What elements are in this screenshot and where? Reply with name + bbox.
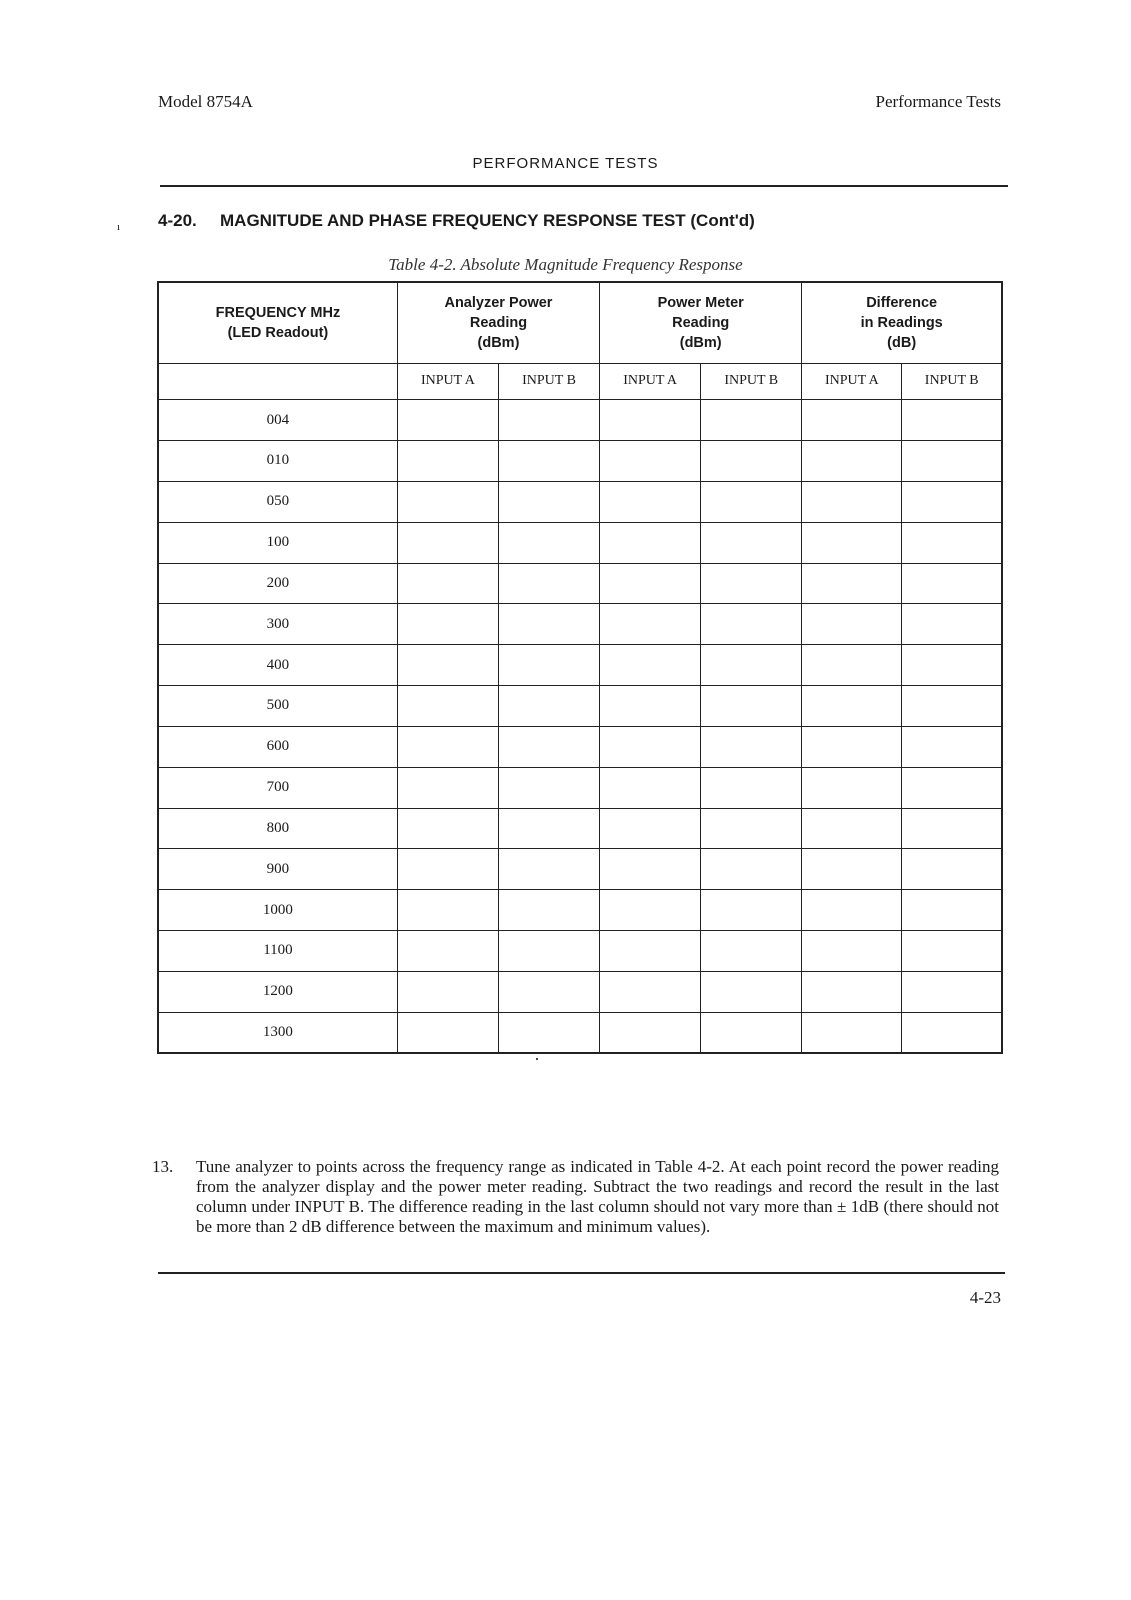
top-divider <box>160 185 1008 187</box>
column-header-line: Power Meter <box>657 294 744 311</box>
reading-cell[interactable] <box>802 726 902 767</box>
frequency-cell: 1300 <box>158 1012 397 1053</box>
table-row <box>158 686 1002 727</box>
reading-cell[interactable] <box>902 1012 1002 1053</box>
reading-cell[interactable] <box>802 645 902 686</box>
frequency-cell: 200 <box>158 563 397 604</box>
reading-cell[interactable] <box>802 890 902 931</box>
reading-cell[interactable] <box>902 604 1002 645</box>
reading-cell[interactable] <box>701 767 802 808</box>
reading-cell[interactable] <box>802 481 902 522</box>
reading-cell[interactable] <box>498 726 599 767</box>
reading-cell[interactable] <box>600 604 701 645</box>
frequency-cell: 050 <box>158 481 397 522</box>
reading-cell[interactable] <box>397 931 498 972</box>
column-header-line: FREQUENCY MHz <box>215 304 341 321</box>
frequency-cell: 400 <box>158 645 397 686</box>
reading-cell[interactable] <box>701 481 802 522</box>
reading-cell[interactable] <box>397 971 498 1012</box>
step-number: 13. <box>152 1157 174 1176</box>
frequency-cell: 1000 <box>158 890 397 931</box>
frequency-cell: 900 <box>158 849 397 890</box>
column-header-line: in Readings <box>860 314 943 331</box>
frequency-cell: 800 <box>158 808 397 849</box>
reading-cell[interactable] <box>802 849 902 890</box>
reading-cell[interactable] <box>498 563 599 604</box>
table-subheader-row <box>158 363 1002 400</box>
subheader-blank <box>158 363 397 400</box>
reading-cell[interactable] <box>600 481 701 522</box>
reading-cell[interactable] <box>701 522 802 563</box>
column-header-line: (dB) <box>887 334 917 351</box>
reading-cell[interactable] <box>397 686 498 727</box>
reading-cell[interactable] <box>498 1012 599 1053</box>
reading-cell[interactable] <box>802 563 902 604</box>
frequency-cell: 600 <box>158 726 397 767</box>
column-header-line: Reading <box>672 314 730 331</box>
reading-cell[interactable] <box>701 808 802 849</box>
reading-cell[interactable] <box>701 726 802 767</box>
reading-cell[interactable] <box>498 808 599 849</box>
reading-cell[interactable] <box>902 645 1002 686</box>
frequency-cell: 500 <box>158 686 397 727</box>
table-row <box>158 604 1002 645</box>
reading-cell[interactable] <box>902 481 1002 522</box>
table-row <box>158 441 1002 482</box>
reading-cell[interactable] <box>902 522 1002 563</box>
reading-cell[interactable] <box>902 767 1002 808</box>
section-heading: PERFORMANCE TESTS <box>472 155 659 172</box>
reading-cell[interactable] <box>498 481 599 522</box>
column-header-analyzer-power <box>397 282 599 363</box>
reading-cell[interactable] <box>397 522 498 563</box>
header-model: Model 8754A <box>158 92 253 111</box>
reading-cell[interactable] <box>397 441 498 482</box>
table-caption: Table 4-2. Absolute Magnitude Frequency Response <box>388 255 743 274</box>
frequency-cell: 700 <box>158 767 397 808</box>
subheader-input-b: INPUT B <box>902 363 1002 400</box>
subsection-heading <box>158 211 755 231</box>
reading-cell[interactable] <box>902 890 1002 931</box>
reading-cell[interactable] <box>498 400 599 441</box>
frequency-cell: 004 <box>158 400 397 441</box>
reading-cell[interactable] <box>498 604 599 645</box>
header-section: Performance Tests <box>875 92 1001 111</box>
reading-cell[interactable] <box>498 971 599 1012</box>
reading-cell[interactable] <box>902 686 1002 727</box>
reading-cell[interactable] <box>600 849 701 890</box>
frequency-cell: 100 <box>158 522 397 563</box>
subheader-input-a: INPUT A <box>600 363 701 400</box>
column-header-difference <box>802 282 1002 363</box>
reading-cell[interactable] <box>397 767 498 808</box>
table-row <box>158 400 1002 441</box>
reading-cell[interactable] <box>600 563 701 604</box>
reading-cell[interactable] <box>701 645 802 686</box>
reading-cell[interactable] <box>600 971 701 1012</box>
reading-cell[interactable] <box>600 931 701 972</box>
reading-cell[interactable] <box>701 563 802 604</box>
reading-cell[interactable] <box>498 931 599 972</box>
reading-cell[interactable] <box>902 808 1002 849</box>
reading-cell[interactable] <box>701 604 802 645</box>
column-header-line: (dBm) <box>477 334 520 351</box>
reading-cell[interactable] <box>701 931 802 972</box>
reading-cell[interactable] <box>600 522 701 563</box>
reading-cell[interactable] <box>397 726 498 767</box>
column-header-power-meter <box>600 282 802 363</box>
reading-cell[interactable] <box>902 400 1002 441</box>
column-header-line: Difference <box>866 294 938 311</box>
subheader-input-a: INPUT A <box>397 363 498 400</box>
reading-cell[interactable] <box>600 767 701 808</box>
reading-cell[interactable] <box>600 808 701 849</box>
table-row <box>158 726 1002 767</box>
reading-cell[interactable] <box>902 931 1002 972</box>
table-row <box>158 971 1002 1012</box>
reading-cell[interactable] <box>397 849 498 890</box>
column-header-line: Analyzer Power <box>444 294 553 311</box>
reading-cell[interactable] <box>600 400 701 441</box>
reading-cell[interactable] <box>600 726 701 767</box>
frequency-cell: 1100 <box>158 931 397 972</box>
table-row <box>158 1012 1002 1053</box>
reading-cell[interactable] <box>498 522 599 563</box>
reading-cell[interactable] <box>498 890 599 931</box>
step-text: Tune analyzer to points across the frequency range as indicated in Table 4-2. At each point record the power reading from the analyzer display and the power meter reading. Subtract the two readings and record the result in the last column under INPUT B. The difference reading in the last column should not vary more than ± 1dB (there should not be more than 2 dB difference between the maximum and minimum values). <box>196 1157 999 1236</box>
table-row <box>158 481 1002 522</box>
reading-cell[interactable] <box>397 808 498 849</box>
reading-cell[interactable] <box>701 890 802 931</box>
reading-cell[interactable] <box>600 890 701 931</box>
reading-cell[interactable] <box>902 849 1002 890</box>
reading-cell[interactable] <box>397 563 498 604</box>
reading-cell[interactable] <box>397 1012 498 1053</box>
column-header-line: (dBm) <box>679 334 722 351</box>
reading-cell[interactable] <box>498 645 599 686</box>
reading-cell[interactable] <box>600 645 701 686</box>
bottom-divider <box>158 1272 1005 1274</box>
reading-cell[interactable] <box>902 726 1002 767</box>
page-number: 4-23 <box>969 1288 1001 1307</box>
reading-cell[interactable] <box>902 563 1002 604</box>
reading-cell[interactable] <box>701 971 802 1012</box>
frequency-response-table <box>157 281 1003 1054</box>
subheader-input-a: INPUT A <box>802 363 902 400</box>
frequency-cell: 1200 <box>158 971 397 1012</box>
stray-dot <box>536 1058 538 1060</box>
reading-cell[interactable] <box>802 971 902 1012</box>
table-row <box>158 563 1002 604</box>
reading-cell[interactable] <box>902 441 1002 482</box>
reading-cell[interactable] <box>701 849 802 890</box>
table-row <box>158 890 1002 931</box>
reading-cell[interactable] <box>802 931 902 972</box>
reading-cell[interactable] <box>802 686 902 727</box>
reading-cell[interactable] <box>802 441 902 482</box>
reading-cell[interactable] <box>498 767 599 808</box>
reading-cell[interactable] <box>397 645 498 686</box>
subsection-number: 4-20. <box>158 211 197 230</box>
subsection-title: MAGNITUDE AND PHASE FREQUENCY RESPONSE TEST (Cont'd) <box>220 211 755 230</box>
reading-cell[interactable] <box>802 808 902 849</box>
table-row <box>158 808 1002 849</box>
reading-cell[interactable] <box>600 441 701 482</box>
subheader-input-b: INPUT B <box>498 363 599 400</box>
subheader-input-b: INPUT B <box>701 363 802 400</box>
table-row <box>158 522 1002 563</box>
reading-cell[interactable] <box>498 849 599 890</box>
reading-cell[interactable] <box>802 604 902 645</box>
column-header-line: (LED Readout) <box>227 324 329 341</box>
reading-cell[interactable] <box>397 890 498 931</box>
reading-cell[interactable] <box>600 1012 701 1053</box>
column-header-line: Reading <box>469 314 528 331</box>
reading-cell[interactable] <box>701 1012 802 1053</box>
table-header-row <box>158 282 1002 363</box>
reading-cell[interactable] <box>397 400 498 441</box>
reading-cell[interactable] <box>397 604 498 645</box>
reading-cell[interactable] <box>600 686 701 727</box>
reading-cell[interactable] <box>802 1012 902 1053</box>
reading-cell[interactable] <box>701 686 802 727</box>
table-row <box>158 645 1002 686</box>
frequency-cell: 010 <box>158 441 397 482</box>
margin-mark: ı <box>117 221 121 233</box>
reading-cell[interactable] <box>802 767 902 808</box>
table-row <box>158 767 1002 808</box>
column-header-frequency <box>158 282 397 363</box>
reading-cell[interactable] <box>498 441 599 482</box>
reading-cell[interactable] <box>902 971 1002 1012</box>
reading-cell[interactable] <box>802 522 902 563</box>
table-row <box>158 931 1002 972</box>
frequency-cell: 300 <box>158 604 397 645</box>
reading-cell[interactable] <box>701 400 802 441</box>
reading-cell[interactable] <box>802 400 902 441</box>
reading-cell[interactable] <box>498 686 599 727</box>
reading-cell[interactable] <box>397 481 498 522</box>
table-row <box>158 849 1002 890</box>
reading-cell[interactable] <box>701 441 802 482</box>
